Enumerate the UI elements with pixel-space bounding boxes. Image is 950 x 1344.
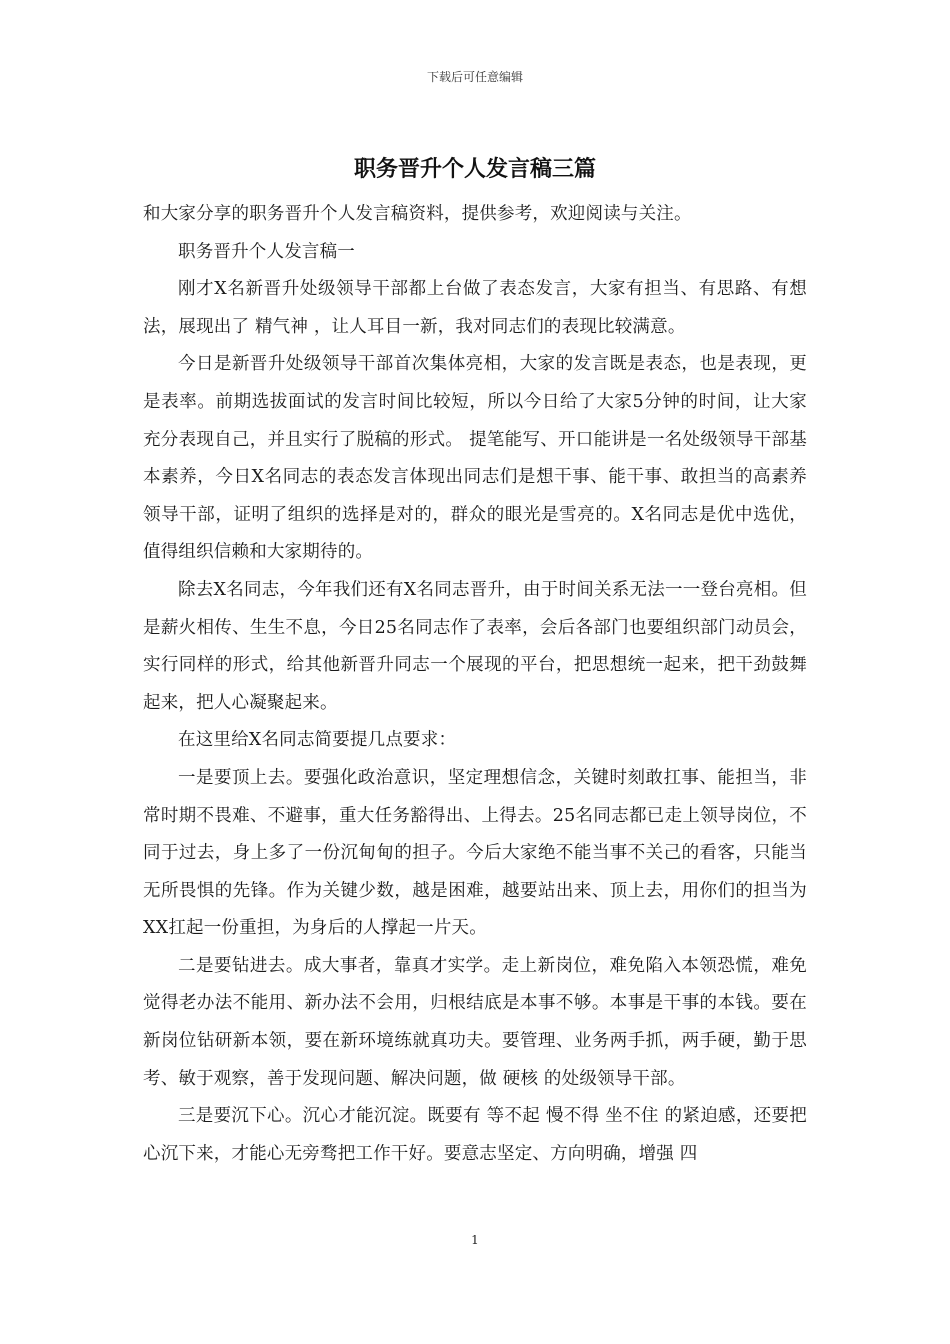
paragraph: 在这里给X名同志简要提几点要求：: [178, 730, 457, 751]
document-body: [143, 196, 807, 1173]
paragraph: 职务晋升个人发言稿一: [178, 241, 355, 262]
paragraph: 除去X名同志，今年我们还有X名同志晋升，由于时间关系无法一一登台亮相。但是薪火相传、生生不息，今日25名同志作了表率，会后各部门也要组织部门动员会，实行同样的形式，给其他新晋升同志一个展现的平台，把思想统一起来，把干劲鼓舞起来，把人心凝聚起来。: [143, 579, 807, 713]
paragraph: 一是要顶上去。要强化政治意识，坚定理想信念，关键时刻敢扛事、能担当，非常时期不畏难、不避事，重大任务豁得出、上得去。25名同志都已走上领导岗位，不同于过去，身上多了一份沉甸甸的担子。今后大家绝不能当事不关己的看客，只能当无所畏惧的先锋。作为关键少数，越是困难，越要站出来、顶上去，用你们的担当为XX扛起一份重担，为身后的人撑起一片天。: [143, 767, 807, 939]
document-title: 职务晋升个人发言稿三篇: [353, 157, 596, 182]
paragraph: 和大家分享的职务晋升个人发言稿资料，提供参考，欢迎阅读与关注。: [143, 204, 692, 224]
paragraph: 三是要沉下心。沉心才能沉淀。既要有 等不起 慢不得 坐不住 的紧迫感，还要把心沉下来，才能心无旁骛把工作干好。要意志坚定、方向明确，增强 四: [143, 1106, 807, 1164]
paragraph: 二是要钻进去。成大事者，靠真才实学。走上新岗位，难免陷入本领恐慌，难免觉得老办法不能用、新办法不会用，归根结底是本事不够。本事是干事的本钱。要在新岗位钻研新本领，要在新环境练就真功夫。要管理、业务两手抓，两手硬，勤于思考、敏于观察，善于发现问题、解决问题，做 硬核 的处级领导干部。: [143, 955, 807, 1089]
paragraph: 刚才X名新晋升处级领导干部都上台做了表态发言，大家有担当、有思路、有想法，展现出了 精气神 ，让人耳目一新，我对同志们的表现比较满意。: [143, 279, 807, 337]
paragraph: 今日是新晋升处级领导干部首次集体亮相，大家的发言既是表态，也是表现，更是表率。前期选拔面试的发言时间比较短，所以今日给了大家5分钟的时间，让大家充分表现自己，并且实行了脱稿的形式。 提笔能写、开口能讲是一名处级领导干部基本素养，今日X名同志的表态发言体现出同志们是想干事、能干事、敢担当的高素养领导干部，证明了组织的选择是对的，群众的眼光是雪亮的。X名同志是优中选优，值得组织信赖和大家期待的。: [143, 354, 807, 563]
page-number: 1: [471, 1233, 479, 1247]
header-note: 下载后可任意编辑: [426, 70, 523, 84]
